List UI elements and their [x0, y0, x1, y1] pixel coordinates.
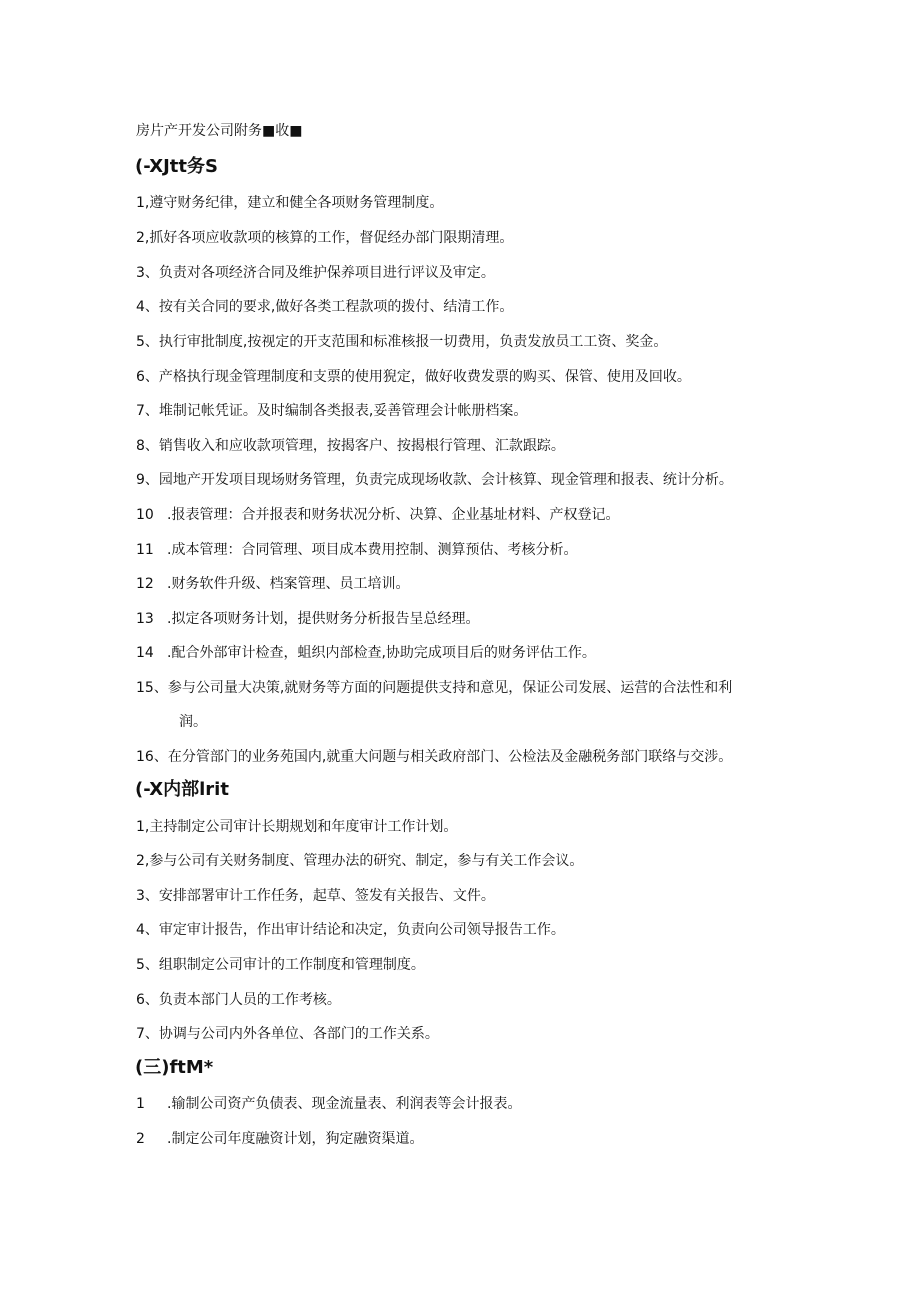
list-item-number: 10 — [136, 507, 154, 523]
list-item: 7、堆制记帐凭证。及时编制各类报表,妥善管理会计帐册档案。 — [136, 403, 528, 419]
list-item — [136, 643, 596, 663]
list-item: 5、执行审批制度,按视定的开支范围和标准核报一切费用，负责发放员工工资、奖金。 — [136, 334, 668, 350]
section-heading-internal-audit: (-X内部lrit — [135, 779, 229, 800]
list-item: 2,抓好各项应收款项的核算的工作，督促经办部门限期清理。 — [136, 230, 514, 246]
list-item: 2,参与公司有关财务制度、管理办法的研究、制定，参与有关工作会议。 — [136, 853, 584, 869]
list-item-number: 13 — [136, 611, 154, 627]
list-item: 16、在分管部门的业务苑国内,就重大问题与相关政府部门、公检法及金融税务部门联络与交涉。 — [136, 749, 733, 765]
list-item-text: .报表管理：合并报表和财务状况分析、决算、企业基址材料、产权登记。 — [167, 507, 620, 523]
list-item-text: .拟定各项财务计划，提供财务分析报告呈总经理。 — [167, 611, 480, 627]
list-item: 8、销售收入和应收款项管理，按揭客户、按揭根行管理、汇款跟踪。 — [136, 438, 565, 454]
list-item: 3、安排部署审计工作任务，起草、签发有关报告、文件。 — [136, 888, 495, 904]
list-item: 4、按有关合同的要求,做好各类工程款项的拨付、结清工作。 — [136, 299, 514, 315]
document-title: 房片产开发公司附务■收■ — [136, 123, 303, 139]
list-item-text: .财务软件升级、档案管理、员工培训。 — [167, 576, 410, 592]
list-item — [136, 1129, 423, 1149]
list-item-number: 1 — [136, 1096, 145, 1112]
list-item-text: .成本管理：合同管理、项目成本费用控制、测算预估、考核分析。 — [167, 542, 578, 558]
list-item: 6、负责本部门人员的工作考核。 — [136, 992, 341, 1008]
list-item — [136, 1094, 521, 1114]
list-item-text: .输制公司资产负债表、现金流量表、利润表等会计报表。 — [167, 1096, 522, 1112]
list-item-text: .制定公司年度融资计划，狗定融资渠道。 — [167, 1131, 424, 1147]
list-item: 15、参与公司量大决策,就财务等方面的问题提供支持和意见，保证公司发展、运营的合法性和利 — [136, 680, 733, 696]
list-item — [136, 609, 479, 629]
list-item-number: 12 — [136, 576, 154, 592]
list-item: 1,主持制定公司审计长期规划和年度审计工作计划。 — [136, 819, 458, 835]
list-item: 5、组职制定公司审计的工作制度和管理制度。 — [136, 957, 425, 973]
section-heading-third: (三)ftM* — [135, 1057, 214, 1078]
list-item-number: 14 — [136, 645, 154, 661]
list-item — [136, 505, 619, 525]
list-item: 9、园地产开发项目现场财务管理，负责完成现场收款、会计核算、现金管理和报表、统计分析。 — [136, 472, 733, 488]
list-item-number: 11 — [136, 542, 154, 558]
list-item — [136, 574, 409, 594]
list-item-number: 2 — [136, 1131, 145, 1147]
section-heading-finance: (-XJtt务S — [135, 156, 218, 177]
list-item: 6、产格执行现金管理制度和支票的使用猊定，做好收费发票的购买、保管、使用及回收。 — [136, 369, 691, 385]
list-item: 3、负责对各项经济合同及维护保养项目进行评议及审定。 — [136, 265, 495, 281]
list-item-text: .配合外部审计检查，蛆织内部检查,协助完成项目后的财务评估工作。 — [167, 645, 596, 661]
list-item-continuation: 润。 — [179, 714, 207, 730]
list-item: 4、审定审计报告，作出审计结论和决定，负责向公司领导报告工作。 — [136, 922, 565, 938]
list-item — [136, 540, 577, 560]
list-item: 7、协调与公司内外各单位、各部门的工作关系。 — [136, 1026, 439, 1042]
list-item: 1,遵守财务纪律，建立和健全各项财务管理制度。 — [136, 195, 444, 211]
